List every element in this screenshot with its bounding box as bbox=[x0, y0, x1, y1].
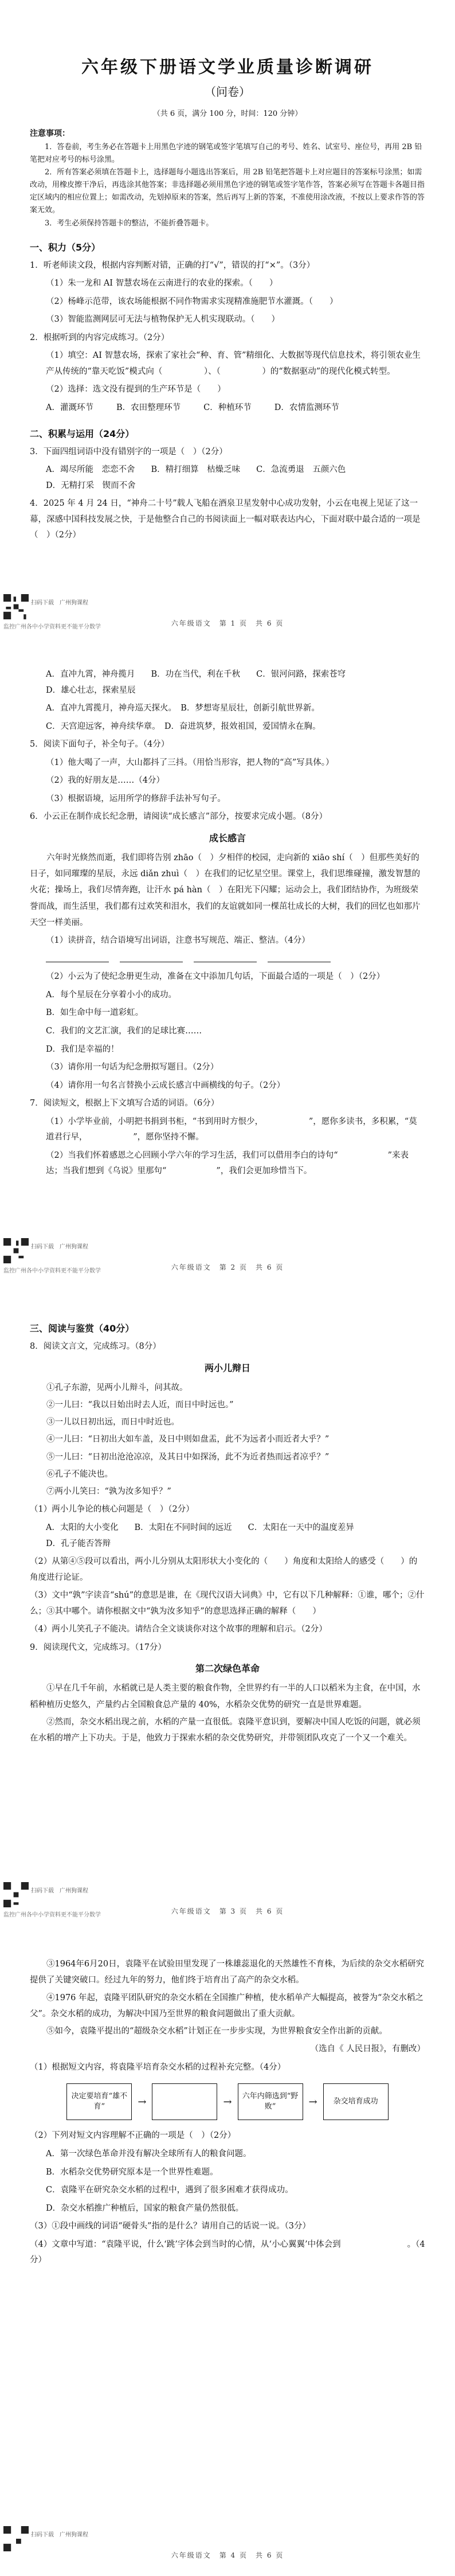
article-2-paragraph: ⑤如今，袁隆平提出的“超级杂交水稻”计划正在一步步实现，为世界粮食安全作出新的贡献。 bbox=[46, 2027, 387, 2036]
source-note: （选自《 人民日报》，有删改） bbox=[310, 2044, 425, 2054]
qr-code-icon bbox=[3, 594, 29, 619]
question-8-part-4: （4）两小儿笑孔子不能决。请结合全文谈谈你对这个故事的理解和启示。（2分） bbox=[30, 1625, 327, 1634]
classical-text-line: ④一儿曰：“日初出大如车盖，及日中则如盘盂，此不为远者小而近者大乎？” bbox=[46, 1435, 330, 1445]
article-2-title: 第二次绿色革命 bbox=[195, 1663, 260, 1675]
qr-sub-label: 监控广州各中小学资料更不能平分数学 bbox=[3, 624, 101, 630]
section-1-title: 一、积力（5分） bbox=[30, 241, 101, 253]
question-7: 7．阅读短文，根据上下文填写合适的词语。（6分） bbox=[30, 1099, 219, 1109]
option-d: D．无精打采 锲而不舍 bbox=[46, 481, 136, 490]
question-4-option-line: A．直冲九霄揽月，神舟巡天探火。 B．梦想寄星辰壮，创新引航世界新。 bbox=[46, 704, 320, 713]
arrow-right-icon: → bbox=[223, 2095, 232, 2108]
option-c: C．袁隆平在研究杂交水稻的过程中，遇到了很多困难才获得成功。 bbox=[46, 2185, 293, 2195]
question-6-part-4: （4）请你用一句名言替换小云成长感言中画横线的句子。（2分） bbox=[46, 1080, 285, 1090]
question-8-part-2: （2）从第④⑤段可以看出，两小儿分别从太阳形状大小变化的（ ）角度和太阳给人的感受（ ）的角度进行论证。 bbox=[30, 1557, 418, 1582]
answer-blank[interactable] bbox=[268, 953, 331, 962]
classical-text-line: ⑥孔子不能决也。 bbox=[46, 1469, 113, 1479]
question-1-item: （3）智能监测网层可无法与植物保护无人机实现联动。（ ） bbox=[46, 315, 280, 325]
page-1-content bbox=[30, 23, 425, 546]
question-6-part-2: （2）小云为了使纪念册更生动，准备在文中添加几句话，下面最合适的一项是（ ）（2分） bbox=[46, 972, 385, 982]
question-2-options bbox=[30, 400, 425, 416]
question-8-options bbox=[30, 1520, 425, 1552]
exam-page-2 bbox=[0, 644, 455, 1288]
page-2-content bbox=[30, 667, 425, 1182]
qr-label: 扫码下载 广州狗课程 bbox=[31, 2532, 88, 2538]
exam-page-1 bbox=[0, 0, 455, 644]
question-1: 1．听老师读文段，根据内容判断对错，正确的打“√”，错误的打“×”。（3分） bbox=[30, 260, 315, 270]
question-5: 5．阅读下面句子，补全句子。（4分） bbox=[30, 740, 170, 750]
article-paragraph: 六年时光倏然而逝，我们即将告别 zhāo（ ）夕相伴的校园，走向新的 xiāo shí（ ）但那些美好的日子，如同璀璨的星辰，永远 diǎn zhuì（ ）在我们的记忆星空里。课堂上，我们思维碰撞，激发智慧的火花；操场上，我们尽情奔跑，让汗水 pá hàn（ ）在阳光下闪耀；运动会上，我们团结协作，为班级荣誉而战，而生活里，我们都有过欢笑和泪水，我们的友谊就如同一棵茁壮成长的大树，我们的回忆也如那片天空一样美丽。 bbox=[30, 853, 421, 927]
qr-label: 扫码下载 广州狗课程 bbox=[31, 1888, 88, 1894]
question-1-item: （2）杨峰示范带，该农场能根据不同作物需求实现精准施肥节水灌溉。（ ） bbox=[46, 296, 338, 306]
question-8-part-1: （1）两小儿争论的核心问题是（ ）（2分） bbox=[30, 1505, 194, 1515]
article-2-paragraph: ③1964年6月20日，袁隆平在试验田里发现了一株雄蕊退化的天然雄性不育株，为后续的杂交水稻研究提供了关键突破口。经过九年的努力，他们终于培育出了高产的杂交水稻。 bbox=[30, 1960, 425, 1985]
exam-page-4 bbox=[0, 1932, 455, 2576]
option-c: C．银河问路，探索苍穹 bbox=[256, 670, 346, 679]
flow-step-blank[interactable] bbox=[152, 2083, 217, 2120]
answer-blank[interactable] bbox=[46, 953, 109, 962]
question-9-part-2: （2）下列对短文内容理解不正确的一项是（ ）（2分） bbox=[30, 2131, 236, 2141]
option-d: D．雄心壮志，探索星辰 bbox=[46, 685, 136, 695]
option-b: B．精打细算 枯燥乏味 bbox=[151, 465, 241, 475]
option-b: B．功在当代，利在千秋 bbox=[151, 670, 241, 679]
classical-text-line: ⑦两小儿笑曰：“孰为汝多知乎？” bbox=[46, 1487, 171, 1497]
question-4-options bbox=[30, 667, 425, 698]
flow-step: 六年内筛选到“野败” bbox=[238, 2083, 303, 2120]
option-a: A．太阳的大小变化 bbox=[46, 1523, 119, 1532]
question-8: 8．阅读文言文，完成练习。（8分） bbox=[30, 1342, 161, 1351]
option-d: D．孔子能否答辩 bbox=[46, 1539, 111, 1548]
exam-page-3 bbox=[0, 1288, 455, 1932]
option-b: B．如生命中每一道彩虹。 bbox=[46, 1008, 144, 1018]
question-8-part-3: （3）文中“孰”字读音“shú”的意思是谁，在《现代汉语大词典》中，它有以下几种解释：①谁，哪个；②什么；③其中哪个。请你根据文中“孰为汝多知乎”的意思选择正确的解释（ ） bbox=[30, 1591, 425, 1616]
page-footer: 六年级语文 第 2 页 共 6 页 bbox=[171, 1263, 284, 1271]
notice-item: 1．答卷前，考生务必在答题卡上用黑色字迹的钢笔或签字笔填写自己的考号、姓名、试室号、座位号，再用 2B 铅笔把对应考号的标号涂黑。 bbox=[30, 143, 422, 165]
option-a: A．第一次绿色革命并没有解决全球所有人的粮食问题。 bbox=[46, 2149, 252, 2159]
question-7-part-2: （2）当我们怀着感恩之心回顾小学六年的学习生活，我们可以借用李白的诗句“ ”来表达；当我们想到《乌说》里那句“ ”，我们会更加珍惜当下。 bbox=[46, 1150, 409, 1176]
option-a: A．灌溉环节 bbox=[46, 403, 93, 413]
article-2-paragraph: ②然而，杂交水稻出现之前，水稻的产量一直很低。袁隆平意识到，要解决中国人吃饭的问题，就必须在水稻的增产上下功夫。于是，他致力于探索水稻的杂交优势研究，并带领团队攻克了一个又一个难关。 bbox=[30, 1717, 421, 1743]
notice-item: 3．考生必须保持答题卡的整洁，不能折叠答题卡。 bbox=[45, 218, 214, 228]
notice-heading: 注意事项： bbox=[30, 129, 70, 138]
section-3-title: 三、阅读与鉴赏（40分） bbox=[30, 1323, 135, 1334]
option-b: B．太阳在不同时间的远近 bbox=[134, 1523, 232, 1532]
question-7-part-1: （1）小学毕业前，小明把书捐到书柜，“书到用时方恨少， ”，愿你多读书，多积累，“莫道君行早， ”，愿你坚持不懈。 bbox=[46, 1117, 417, 1142]
qr-sub-label: 监控广州各中小学资料更不能平分数学 bbox=[3, 1912, 101, 1918]
option-c: C．种植环节 bbox=[203, 403, 252, 413]
article-title: 成长感言 bbox=[209, 832, 246, 844]
answer-blanks bbox=[30, 951, 425, 967]
exam-title: 六年级下册语文学业质量诊断调研 bbox=[81, 57, 374, 77]
question-2: 2．根据听到的内容完成练习。（2分） bbox=[30, 333, 170, 342]
question-3: 3．下面四组词语中没有错别字的一项是（ ）（2分） bbox=[30, 447, 227, 456]
answer-blank[interactable] bbox=[194, 953, 257, 962]
classical-text-title: 两小儿辩日 bbox=[204, 1362, 250, 1373]
flow-step: 杂交培育成功 bbox=[323, 2083, 389, 2120]
page-3-content bbox=[30, 1311, 425, 1747]
answer-blank[interactable] bbox=[120, 953, 183, 962]
question-1-item: （1）朱一龙和 AI 智慧农场在云南进行的农业的探索。（ ） bbox=[46, 279, 278, 288]
option-a: A．每个星辰在分享着小小的成功。 bbox=[46, 990, 176, 1000]
question-9-part-3: （3）①段中画线的词语“硬骨头”指的是什么？请用自己的话说一说。（3分） bbox=[30, 2222, 311, 2231]
page-footer: 六年级语文 第 1 页 共 6 页 bbox=[171, 619, 284, 627]
page-footer: 六年级语文 第 3 页 共 6 页 bbox=[171, 1907, 284, 1915]
question-4-option-line: C．天宫迎远客，神舟续华章。 D．奋进筑梦，报效祖国，爱国情永在胸。 bbox=[46, 721, 321, 731]
question-9-part-4: （4）文章中写道：“袁隆平说，什么‘跳’字体会到当时的心情，从‘小心翼翼’中体会到 。（4分） bbox=[30, 2239, 425, 2265]
question-2-part-2: （2）选择：选文没有提到的生产环节是（ ） bbox=[46, 385, 226, 395]
article-2-paragraph: ①早在几千年前，水稻就已是人类主要的粮食作物，全世界约有一半的人口以稻米为主食，在中国，水稻种植历史悠久，产量约占全国粮食总产量的 40%，水稻杂交优势的研究一直是世界难题。 bbox=[30, 1684, 421, 1709]
question-6-part-1: （1）读拼音，结合语境写出词语，注意书写规范、端正、整洁。（4分） bbox=[46, 936, 310, 946]
arrow-right-icon: → bbox=[138, 2095, 147, 2108]
qr-code-icon bbox=[3, 1238, 29, 1263]
option-c: C．急流勇退 五颜六色 bbox=[256, 465, 346, 475]
question-6: 6．小云正在制作成长纪念册，请阅读“成长感言”部分，按要求完成小题。（8分） bbox=[30, 812, 328, 822]
exam-meta: （共 6 页，满分 100 分，时间：120 分钟） bbox=[152, 110, 303, 118]
question-9: 9．阅读现代文，完成练习。（17分） bbox=[30, 1642, 166, 1652]
option-d: D．杂交水稻推广种植后，国家的粮食产量仍然很低。 bbox=[46, 2203, 244, 2213]
classical-text-line: ⑤一儿曰：“日初出沧沧凉凉，及其日中如探汤，此不为近者热而远者凉乎？” bbox=[46, 1452, 330, 1462]
page-4-content bbox=[30, 1955, 425, 2271]
option-d: D．我们是幸福的！ bbox=[46, 1044, 119, 1054]
question-6-part-3: （3）请你用一句话为纪念册拟写题目。（2分） bbox=[46, 1063, 219, 1072]
question-5-part-1: （1）他大喝了一声，大山都抖了三抖。（用恰当形容，把人物的“高”写具体。） bbox=[46, 758, 334, 767]
question-9-part-1: （1）根据短文内容，将袁隆平培育杂交水稻的过程补充完整。（4分） bbox=[30, 2062, 286, 2072]
qr-sub-label: 监控广州各中小学资料更不能平分数学 bbox=[3, 1268, 101, 1274]
classical-text-line: ③一儿以日初出远，而日中时近也。 bbox=[46, 1418, 179, 1427]
classical-text-line: ①孔子东游，见两小儿辩斗，问其故。 bbox=[46, 1383, 188, 1392]
option-c: C．我们的文艺汇演，我们的足球比赛…… bbox=[46, 1026, 202, 1036]
question-4: 4．2025 年 4 月 24 日，“神舟二十号”载人飞船在酒泉卫星发射中心成功发射，小云在电视上见证了这一幕，深感中国科技发展之快，于是他整合自己的书阅读面上一幅对联表达内心，下面对联中最合适的一项是（ ）（2分） bbox=[30, 499, 421, 540]
option-b: B．农田整理环节 bbox=[116, 403, 181, 413]
question-3-options bbox=[30, 462, 425, 494]
flow-step: 决定要培育“雄不育” bbox=[66, 2083, 132, 2120]
option-d: D．农情监测环节 bbox=[274, 403, 339, 413]
arrow-right-icon: → bbox=[308, 2095, 317, 2108]
section-2-title: 二、积累与运用（24分） bbox=[30, 428, 135, 439]
process-flow bbox=[30, 2083, 425, 2120]
question-5-part-2: （2）我的好朋友是……（4分） bbox=[46, 776, 164, 786]
option-b: B．水稻杂交优势研究原本是一个世界性难题。 bbox=[46, 2167, 218, 2177]
option-a: A．竭尽所能 恋恋不舍 bbox=[46, 465, 135, 475]
qr-code-icon bbox=[3, 1882, 29, 1907]
qr-label: 扫码下载 广州狗课程 bbox=[31, 1244, 88, 1250]
classical-text-line: ②一儿曰：“我以日始出时去人近，而日中时远也。” bbox=[46, 1400, 234, 1410]
option-a: A．直冲九霄，神舟揽月 bbox=[46, 670, 135, 679]
article-2-paragraph: ④1976 年起，袁隆平团队研究的杂交水稻在全国推广种植，使水稻单产大幅提高，被誉为“杂交水稻之父”。杂交水稻的成功，为解决中国乃至世界的粮食问题做出了重大贡献。 bbox=[30, 1993, 423, 2019]
exam-subtitle: （问卷） bbox=[205, 85, 250, 99]
question-2-part-1: （1）填空：AI 智慧农场，探索了家社会“种、育、管”精细化、大数据等现代信息技术，将引领农业生产从传统的“靠天吃饭”模式向（ ）、（ ）的“数据驱动”的现代化模式转型。 bbox=[46, 351, 421, 376]
page-footer: 六年级语文 第 4 页 共 6 页 bbox=[171, 2551, 284, 2559]
question-5-part-3: （3）根据语境，运用所学的修辞手法补写句子。 bbox=[46, 794, 226, 803]
qr-label: 扫码下载 广州狗课程 bbox=[31, 600, 88, 606]
option-c: C．太阳在一天中的温度差异 bbox=[248, 1523, 354, 1532]
notice-item: 2．所有答案必须填在答题卡上，选择题每小题选出答案后，用 2B 铅笔把答题卡上对应题目的答案标号涂黑；如需改动，用橡皮擦干净后，再选涂其他答案；非选择题必须用黑色字迹的钢笔或签字笔作答，答案必须写在答题卡各题目指定区域内的相应位置上；如需改动，先划掉原来的答案，然后再写上新的答案，不准使用涂改液，不按以上要求作答的答案无效。 bbox=[30, 168, 425, 215]
qr-code-icon bbox=[3, 2526, 29, 2551]
